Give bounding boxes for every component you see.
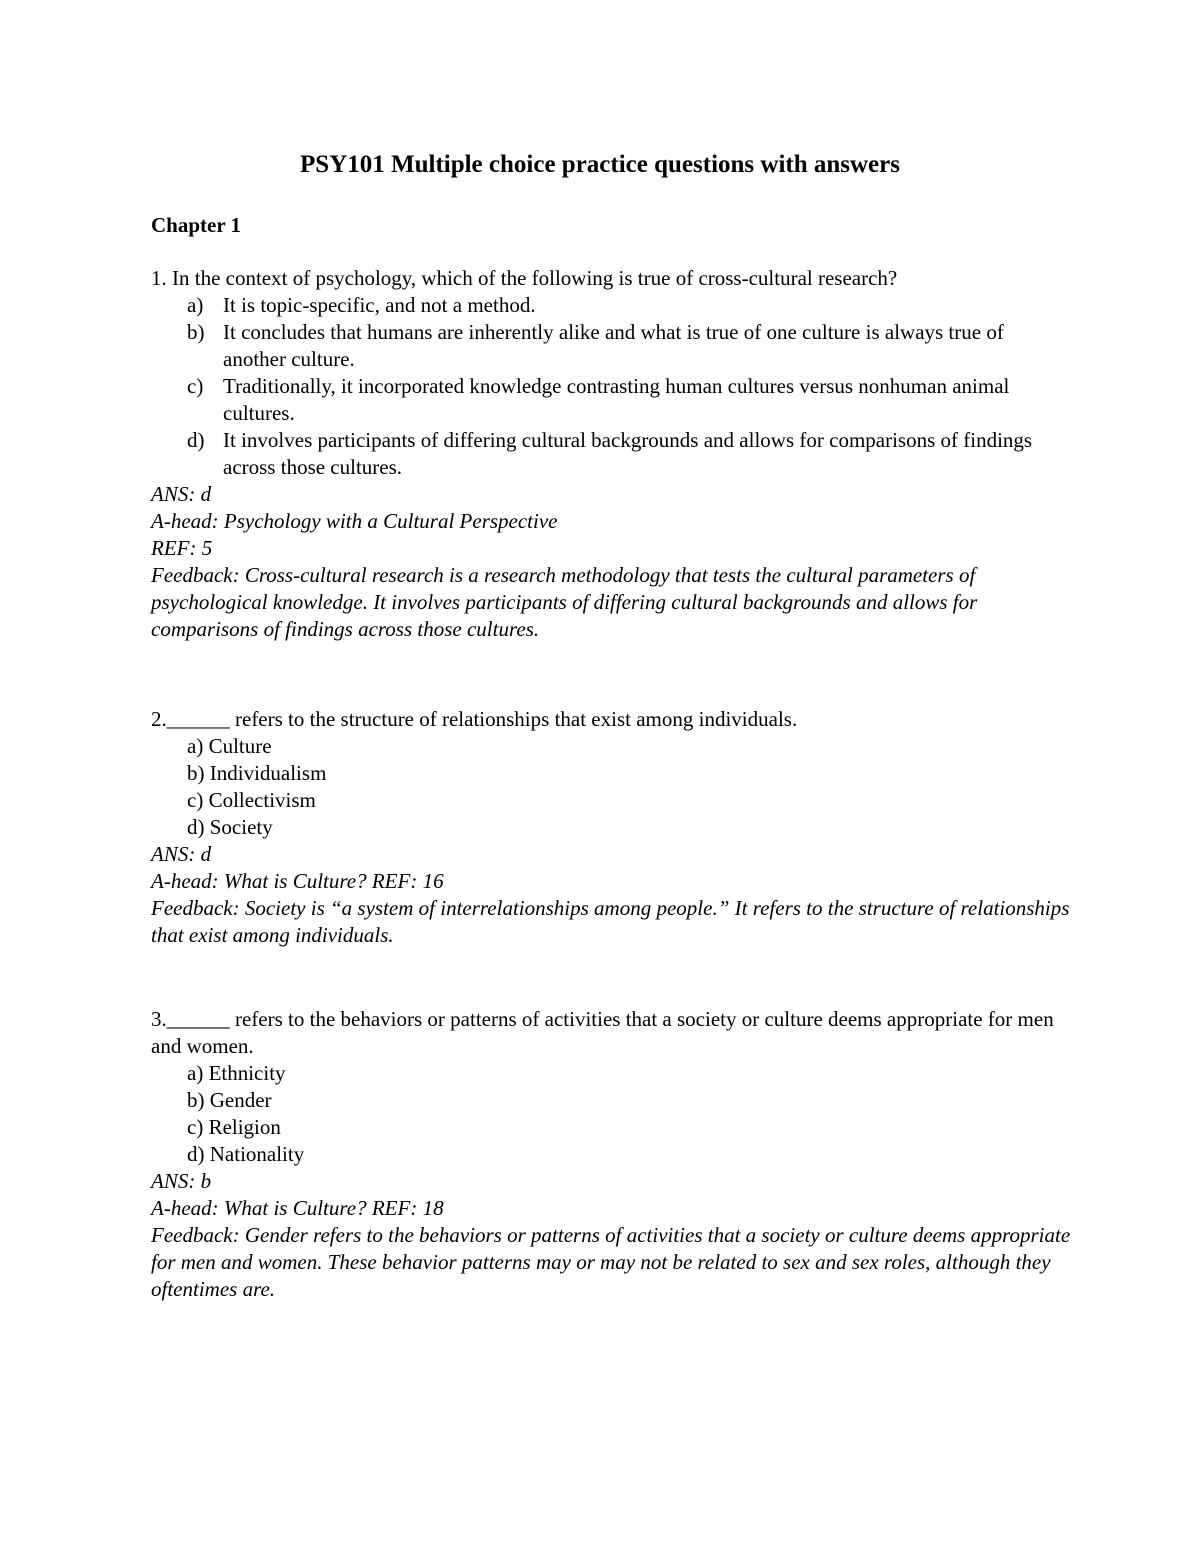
option-d: d) Nationality xyxy=(187,1142,305,1166)
question-number: 1. xyxy=(151,266,167,290)
question-number: 2.______ xyxy=(151,707,230,731)
option-letter: c) xyxy=(187,374,204,398)
reference: REF: 5 xyxy=(151,536,213,560)
question-text: refers to the structure of relationships that exist among individuals. xyxy=(235,707,798,731)
answer-options xyxy=(151,1060,1071,1168)
option-letter: a) xyxy=(187,293,204,317)
option-text: It involves participants of differing cultural backgrounds and allows for comparisons of findings across those cultures. xyxy=(223,428,1033,479)
a-head: A-head: What is Culture? REF: 16 xyxy=(151,869,444,893)
chapter-heading: Chapter 1 xyxy=(151,213,242,237)
option-d xyxy=(151,427,1071,481)
question-stem xyxy=(151,1006,1071,1060)
feedback: Feedback: Cross-cultural research is a research methodology that tests the cultural parameters of psychological knowledge. It involves participants of differing cultural backgrounds and allows for comparisons of findings across those cultures. xyxy=(151,563,978,641)
option-text: Traditionally, it incorporated knowledge contrasting human cultures versus nonhuman animal cultures. xyxy=(223,374,1010,425)
question-text: refers to the behaviors or patterns of activities that a society or culture deems appropriate for men and women. xyxy=(151,1007,1054,1058)
question-stem xyxy=(151,706,1071,733)
option-text: It concludes that humans are inherently alike and what is true of one culture is always true of another culture. xyxy=(223,320,1004,371)
question-number: 3.______ xyxy=(151,1007,230,1031)
option-letter: b) xyxy=(187,320,205,344)
option-letter: d) xyxy=(187,428,205,452)
answer-key: ANS: b xyxy=(151,1169,212,1193)
a-head: A-head: What is Culture? REF: 18 xyxy=(151,1196,444,1220)
option-b xyxy=(151,319,1071,373)
question-3 xyxy=(151,1006,1071,1303)
answer-options xyxy=(151,733,1071,841)
question-1 xyxy=(151,265,1071,643)
feedback: Feedback: Gender refers to the behaviors or patterns of activities that a society or culture deems appropriate for men and women. These behavior patterns may or may not be related to sex and sex roles, although they oftentimes are. xyxy=(151,1223,1071,1301)
option-c: c) Religion xyxy=(187,1115,281,1139)
answer-key: ANS: d xyxy=(151,482,212,506)
answer-key: ANS: d xyxy=(151,842,212,866)
option-a: a) Culture xyxy=(187,734,272,758)
feedback: Feedback: Society is “a system of interrelationships among people.” It refers to the structure of relationships that exist among individuals. xyxy=(151,896,1070,947)
option-c: c) Collectivism xyxy=(187,788,316,812)
option-text: It is topic-specific, and not a method. xyxy=(223,293,536,317)
question-stem xyxy=(151,265,1071,292)
a-head: A-head: Psychology with a Cultural Perspective xyxy=(151,509,558,533)
option-b: b) Gender xyxy=(187,1088,272,1112)
document-title: PSY101 Multiple choice practice questions with answers xyxy=(300,151,900,178)
option-b: b) Individualism xyxy=(187,761,327,785)
question-text: In the context of psychology, which of the following is true of cross-cultural research? xyxy=(172,266,898,290)
answer-options xyxy=(151,292,1071,481)
option-a: a) Ethnicity xyxy=(187,1061,286,1085)
question-2 xyxy=(151,706,1071,949)
option-d: d) Society xyxy=(187,815,273,839)
option-a xyxy=(151,292,1071,319)
option-c xyxy=(151,373,1071,427)
